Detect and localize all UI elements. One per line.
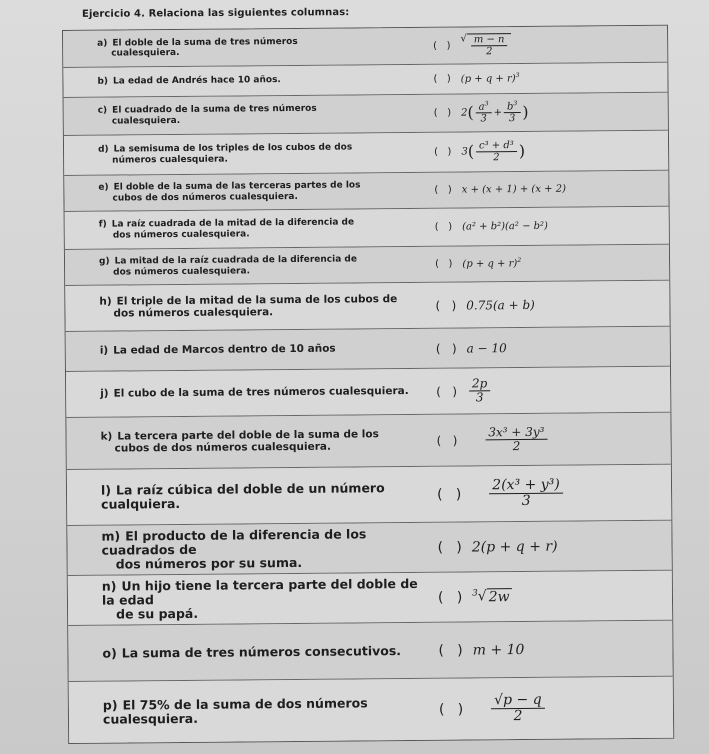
expression: $(p + q + r)^3$ [460,72,520,86]
right-item-10 [428,376,670,405]
table-row [67,465,671,526]
table-row [66,327,670,372]
right-item-16 [431,691,673,725]
expression: 3( $\frac{\text{c³ + d³}}{2}$ ) [461,140,526,164]
left-item-g: g) La mitad de la raíz cuadrada de la diferencia de dos números cualesquiera. [98,254,357,278]
answer-blank[interactable]: ( ) [438,701,464,718]
expression: 2(p + q + r) [471,538,558,555]
expression: $\frac{√p - q}{2}$ [491,692,545,724]
left-item-h: h) El triple de la mitad de la suma de los cubos de dos números cualesquiera. [99,292,398,320]
matching-table [62,25,674,744]
right-item-13 [429,537,671,555]
table-row [68,571,672,626]
answer-blank[interactable]: ( ) [436,486,462,503]
answer-blank[interactable]: ( ) [435,341,457,356]
left-item-p: p) El 75% de la suma de dos números cualesquiera. [102,694,368,727]
answer-blank[interactable]: ( ) [433,107,452,119]
right-item-5 [426,183,668,196]
left-item-i: i) La edad de Marcos dentro de 10 años [99,342,336,357]
left-item-o: o) La suma de tres números consecutivos. [102,642,402,661]
expression: $(p + q + r)^2$ [462,257,522,271]
table-row [64,171,668,212]
expression: $^3$ √ 2w [472,588,510,606]
left-item-k: k) La tercera parte del doble de la suma de los cubos de dos números cualesquiera. [100,428,379,455]
right-item-7 [427,256,669,270]
exercise-title: Ejercicio 4. Relaciona las siguientes columnas: [81,7,350,20]
right-item-14 [430,586,672,606]
left-item-d: d) La semisuma de los triples de los cubos de dos números cualesquiera. [98,142,353,166]
answer-blank[interactable]: ( ) [436,384,458,399]
left-item-n: n) Un hijo tiene la tercera parte del doble de la edad de su papá. [101,575,418,622]
right-item-1 [425,32,667,58]
table-row [65,245,669,286]
answer-blank[interactable]: ( ) [436,433,458,448]
expression: $\frac{\text{2(x³ + y³)}}{3}$ [489,477,563,509]
expression: a − 10 [466,340,507,355]
table-row [68,621,672,682]
left-item-a: a) El doble de la suma de tres números cualesquiera. [97,36,298,59]
expression: (a² + b²)(a² − b²) [462,220,548,233]
expression: $\frac{\text{3x³ + 3y³}}{2}$ [485,426,547,454]
answer-blank[interactable]: ( ) [433,40,451,52]
left-item-e: e) El doble de la suma de las terceras partes de los cubos de dos números cualesquiera. [98,180,361,204]
expression: 0.75(a + b) [466,297,535,312]
left-item-m: m) El producto de la diferencia de los cuadrados de dos números por su suma. [101,525,367,572]
answer-blank[interactable]: ( ) [437,589,463,606]
table-row [66,367,670,418]
answer-blank[interactable]: ( ) [435,258,453,270]
right-item-2 [425,71,667,85]
table-row [69,677,674,743]
left-item-c: c) El cuadrado de la suma de tres números cualesquiera. [97,104,317,127]
expression: 2( $\frac{a^3}{3}$ + $\frac{b^3}{3}$ ) [461,99,529,125]
left-item-l: l) La raíz cúbica del doble de un número cualquiera. [100,479,385,512]
table-row [64,131,668,176]
right-item-4 [426,139,668,164]
right-item-12 [429,476,671,510]
answer-blank[interactable]: ( ) [434,221,453,233]
expression: √ $\frac{m - n}{2}$ [460,33,511,57]
table-row [65,281,669,332]
left-item-b: b) La edad de Andrés hace 10 años. [97,75,281,88]
right-item-6 [427,220,669,233]
table-row [67,521,671,576]
left-item-j: j) El cubo de la suma de tres números cualesquiera. [100,384,409,400]
right-item-3 [426,100,668,125]
right-item-11 [428,425,670,454]
table-row [66,413,670,470]
answer-blank[interactable]: ( ) [433,73,451,85]
answer-blank[interactable]: ( ) [438,642,463,659]
right-item-8 [427,296,669,312]
right-item-15 [430,640,672,658]
expression: x + (x + 1) + (x + 2) [461,183,567,196]
right-item-9 [428,339,670,355]
table-row [64,93,668,136]
answer-blank[interactable]: ( ) [434,184,452,196]
answer-blank[interactable]: ( ) [434,146,452,158]
left-item-f: f) La raíz cuadrada de la mitad de la diferencia de dos números cualesquiera. [98,217,355,241]
answer-blank[interactable]: ( ) [437,539,462,556]
table-row [65,207,669,250]
expression: $\frac{2p}{3}$ [469,377,491,405]
expression: m + 10 [472,641,525,658]
table-row [63,26,667,68]
answer-blank[interactable]: ( ) [435,298,457,313]
